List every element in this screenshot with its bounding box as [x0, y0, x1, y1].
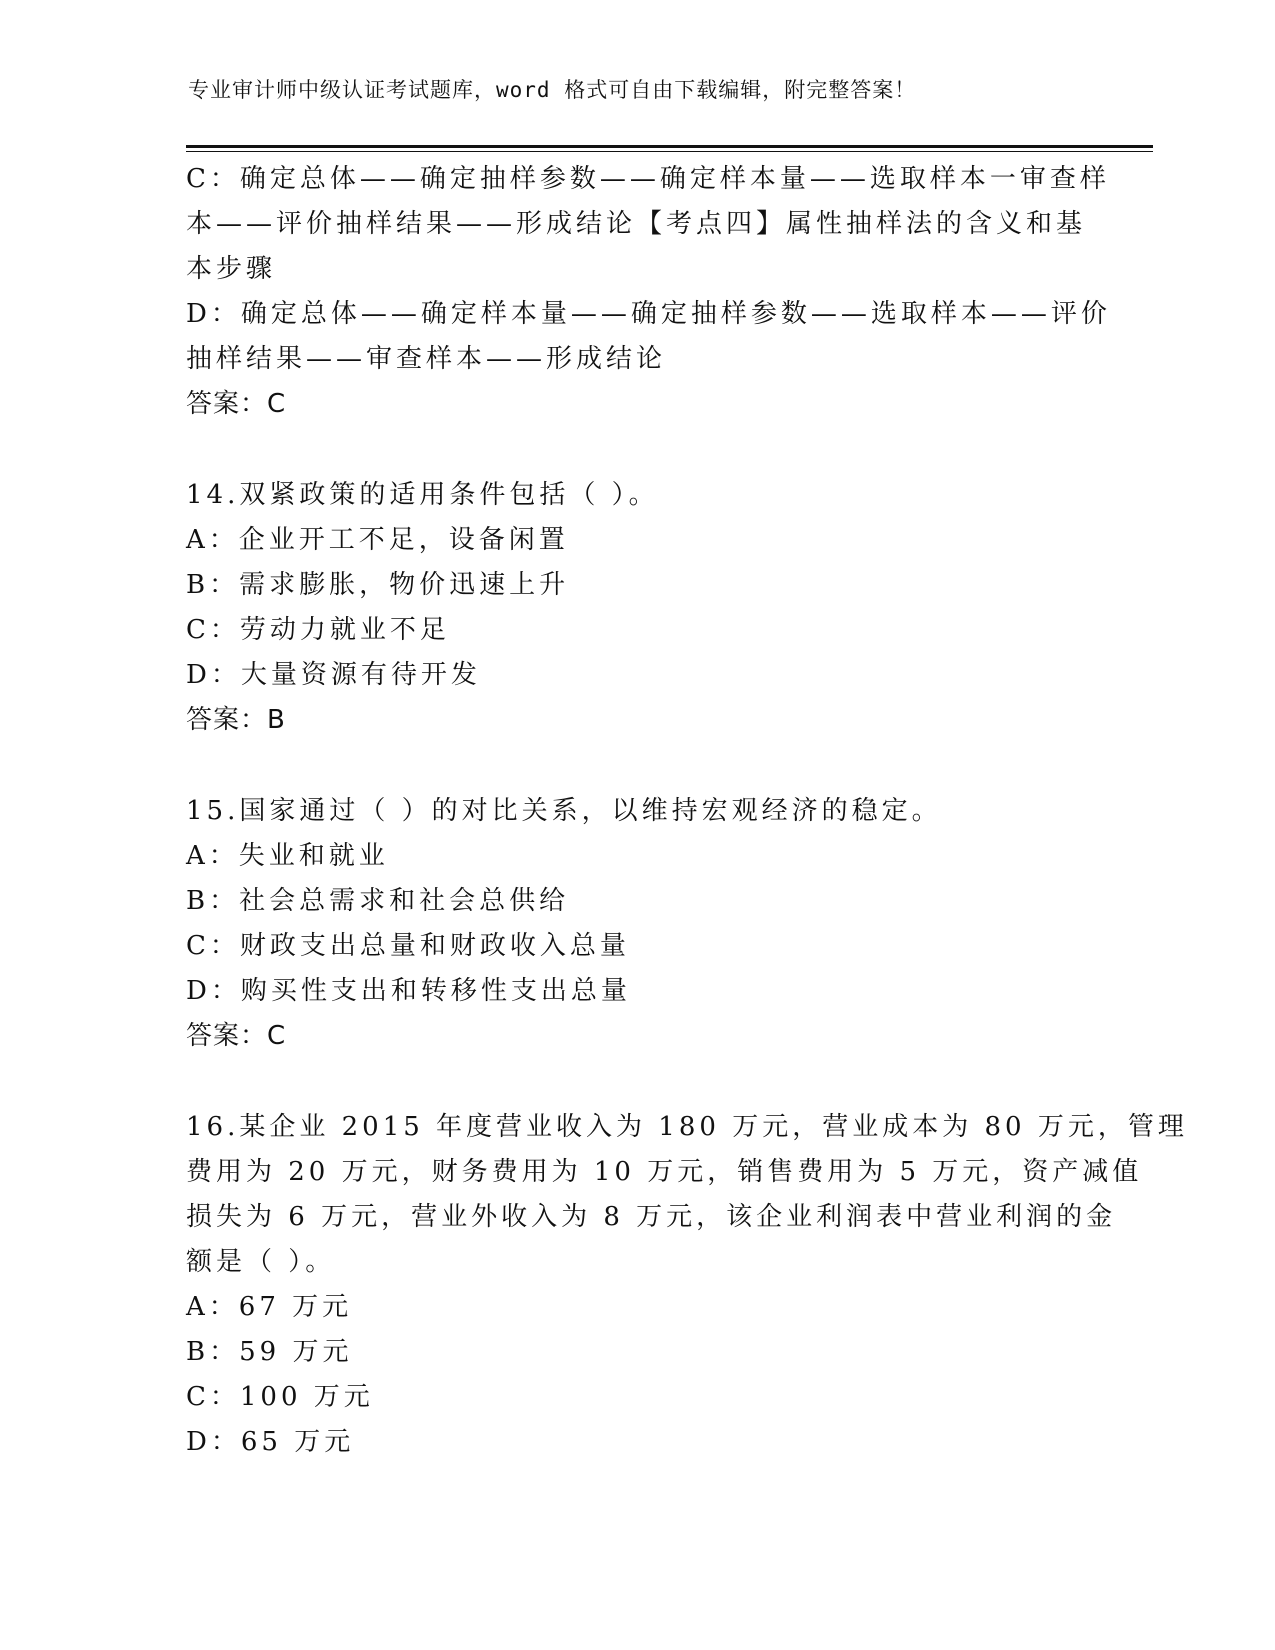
option-a: A：失业和就业: [186, 841, 389, 871]
header-rule-thick: [186, 145, 1153, 148]
question-stem: 费用为 20 万元，财务费用为 10 万元，销售费用为 5 万元，资产减值: [186, 1157, 1143, 1187]
header-rule-thin: [186, 151, 1153, 152]
document-content: [186, 157, 1188, 1465]
answer-line: 答案：C: [186, 1021, 287, 1051]
question-14: [186, 473, 1086, 743]
option-d: D：购买性支出和转移性支出总量: [186, 976, 631, 1006]
question-13-continuation: [186, 157, 1111, 427]
question-stem: 损失为 6 万元，营业外收入为 8 万元，该企业利润表中营业利润的金: [186, 1202, 1117, 1232]
option-c: C：100 万元: [186, 1382, 374, 1412]
question-16: [186, 1105, 1188, 1465]
option-b: B：社会总需求和社会总供给: [186, 886, 570, 916]
answer-line: 答案：C: [186, 389, 287, 419]
question-stem: 16.某企业 2015 年度营业收入为 180 万元，营业成本为 80 万元，管理: [186, 1112, 1188, 1142]
option-b: B：59 万元: [186, 1337, 353, 1367]
option-b: B：需求膨胀，物价迅速上升: [186, 570, 570, 600]
question-stem: 15.国家通过（ ）的对比关系，以维持宏观经济的稳定。: [186, 796, 942, 826]
answer-line: 答案：B: [186, 705, 286, 735]
page-header: 专业审计师中级认证考试题库，word 格式可自由下载编辑，附完整答案！: [188, 78, 917, 102]
spacer: [186, 1059, 1086, 1105]
option-a: A：企业开工不足，设备闲置: [186, 525, 569, 555]
question-15: [186, 789, 1086, 1059]
option-line: D：确定总体——确定样本量——确定抽样参数——选取样本——评价: [186, 299, 1111, 329]
option-c: C：劳动力就业不足: [186, 615, 450, 645]
spacer: [186, 743, 1086, 789]
option-line: 本——评价抽样结果——形成结论【考点四】属性抽样法的含义和基: [186, 209, 1087, 239]
option-a: A：67 万元: [186, 1292, 353, 1322]
spacer: [186, 427, 1086, 473]
option-line: C：确定总体——确定抽样参数——确定样本量——选取样本一审查样: [186, 164, 1110, 194]
option-line: 抽样结果——审查样本——形成结论: [186, 344, 667, 374]
option-d: D：65 万元: [186, 1427, 355, 1457]
option-line: 本步骤: [186, 254, 277, 284]
option-d: D：大量资源有待开发: [186, 660, 481, 690]
question-stem: 额是（ ）。: [186, 1247, 336, 1277]
option-c: C：财政支出总量和财政收入总量: [186, 931, 630, 961]
question-stem: 14.双紧政策的适用条件包括（ ）。: [186, 480, 659, 510]
